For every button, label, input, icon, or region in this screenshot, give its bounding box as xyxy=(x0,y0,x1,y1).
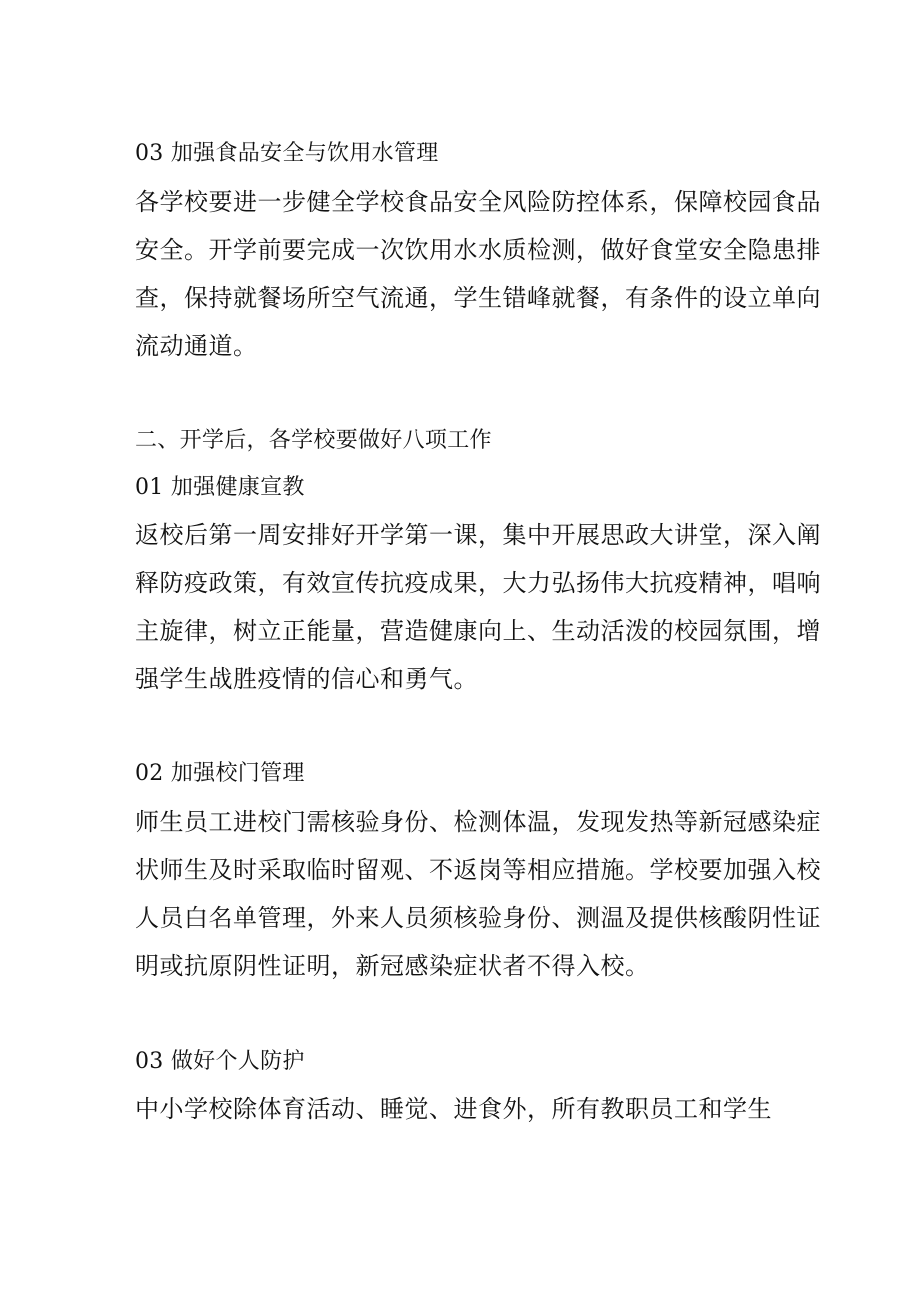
paragraph-line: 各学校要进一步健全学校食品安全风险防控体系，保障校园食品 xyxy=(135,188,821,216)
paragraph-line: 师生员工进校门需核验身份、检测体温，发现发热等新冠感染症 xyxy=(135,808,821,836)
section-heading-health-education: 01 加强健康宣教 xyxy=(135,475,305,500)
section-heading-school-gate: 02 加强校门管理 xyxy=(135,761,305,786)
paragraph-line: 强学生战胜疫情的信心和勇气。 xyxy=(135,665,478,693)
paragraph-line: 中小学校除体育活动、睡觉、进食外，所有教职员工和学生 xyxy=(135,1095,772,1123)
paragraph-line: 明或抗原阴性证明，新冠感染症状者不得入校。 xyxy=(135,952,650,980)
paragraph-line: 人员白名单管理，外来人员须核验身份、测温及提供核酸阴性证 xyxy=(135,904,821,932)
paragraph-line: 返校后第一周安排好开学第一课，集中开展思政大讲堂，深入阐 xyxy=(135,521,821,549)
paragraph-line: 安全。开学前要完成一次饮用水水质检测，做好食堂安全隐患排 xyxy=(135,236,821,264)
paragraph-line: 查，保持就餐场所空气流通，学生错峰就餐，有条件的设立单向 xyxy=(135,284,821,312)
part-two-title: 二、开学后，各学校要做好八项工作 xyxy=(135,428,492,453)
paragraph-line: 主旋律，树立正能量，营造健康向上、生动活泼的校园氛围，增 xyxy=(135,617,821,645)
paragraph-line: 释防疫政策，有效宣传抗疫成果，大力弘扬伟大抗疫精神，唱响 xyxy=(135,569,821,597)
paragraph-line: 状师生及时采取临时留观、不返岗等相应措施。学校要加强入校 xyxy=(135,856,821,884)
paragraph-line: 流动通道。 xyxy=(135,332,258,360)
section-heading-food-safety: 03 加强食品安全与饮用水管理 xyxy=(135,141,439,166)
section-heading-personal-protection: 03 做好个人防护 xyxy=(135,1049,305,1074)
